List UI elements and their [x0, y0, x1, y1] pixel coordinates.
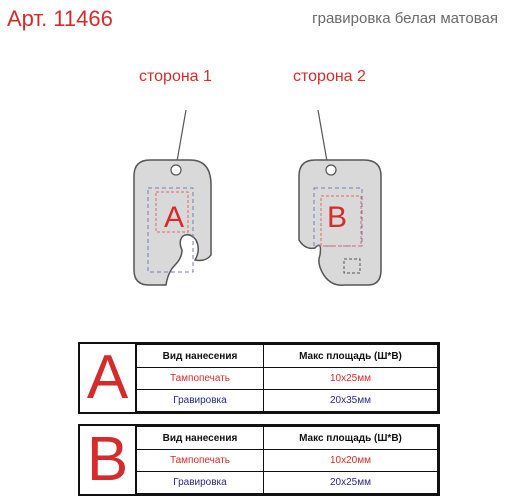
- table-b-method-0: Тампопечать: [137, 450, 264, 472]
- finish-description: гравировка белая матовая: [312, 10, 498, 27]
- side-1-label: сторона 1: [139, 68, 212, 85]
- table-a-header-area: Макс площадь (Ш*В): [263, 345, 437, 368]
- spec-table-a: [78, 342, 440, 414]
- table-a-method-0: Тампопечать: [137, 368, 264, 390]
- table-a-letter: A: [80, 344, 136, 412]
- table-a-header-method: Вид нанесения: [137, 345, 264, 368]
- side-1-letter: A: [163, 201, 185, 234]
- table-row: [137, 450, 438, 472]
- table-b-area-0: 10x20мм: [263, 450, 437, 472]
- table-b-grid: [136, 426, 438, 494]
- table-a-area-1: 20x35мм: [263, 390, 437, 412]
- table-b-header-method: Вид нанесения: [137, 427, 264, 450]
- spec-table-b: [78, 424, 440, 496]
- table-row: [137, 368, 438, 390]
- side-2-letter: B: [326, 201, 348, 234]
- side-2-label: сторона 2: [293, 68, 366, 85]
- table-row: [137, 390, 438, 412]
- table-b-letter: B: [80, 426, 136, 494]
- table-row: [137, 472, 438, 494]
- article-number: Арт. 11466: [7, 6, 113, 31]
- table-a-grid: [136, 344, 438, 412]
- table-b-header-area: Макс площадь (Ш*В): [263, 427, 437, 450]
- table-a-method-1: Гравировка: [137, 390, 264, 412]
- table-b-area-1: 20x25мм: [263, 472, 437, 494]
- tag-side-1: [134, 110, 211, 285]
- table-a-area-0: 10x25мм: [263, 368, 437, 390]
- tag-side-2: [299, 110, 381, 285]
- table-b-method-1: Гравировка: [137, 472, 264, 494]
